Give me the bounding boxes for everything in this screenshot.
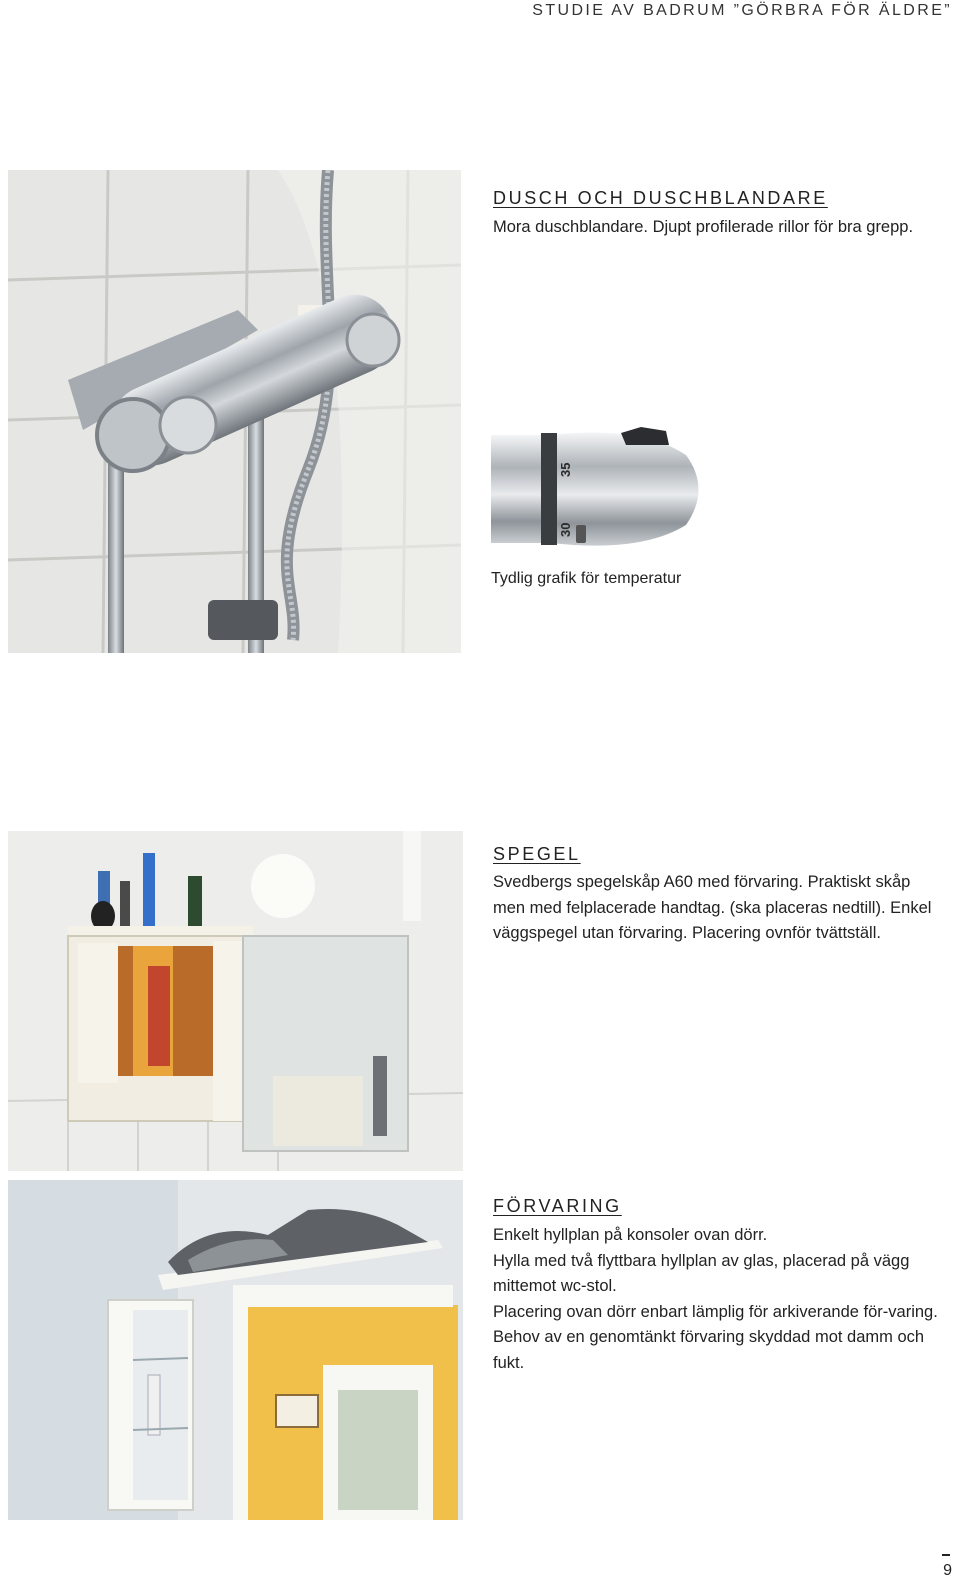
temperature-caption: Tydlig grafik för temperatur — [491, 570, 682, 587]
forvaring-text — [493, 1223, 948, 1376]
spegel-text: Svedbergs spegelskåp A60 med förvaring. Praktiskt skåp men med felplacerade handtag. (ska placeras nedtill). Enkel väggspegel utan förvaring. Placering ovnför tvättställ. — [493, 873, 932, 942]
mirror-cabinet-photo — [8, 831, 463, 1171]
shower-mixer-photo — [8, 170, 461, 653]
dusch-text: Mora duschblandare. Djupt profilerade rillor för bra grepp. — [493, 218, 914, 236]
running-header: STUDIE AV BADRUM ”GÖRBRA FÖR ÄLDRE” — [532, 2, 952, 19]
page-number: 9 — [943, 1562, 952, 1579]
storage-shelf-photo — [8, 1180, 463, 1520]
dial-mark-30: 30 — [558, 522, 573, 537]
forvaring-paragraph-3: Placering ovan dörr enbart lämplig för arkiverande för-varing. — [493, 1302, 938, 1321]
page-number-rule — [942, 1554, 950, 1556]
dusch-heading: DUSCH OCH DUSCHBLANDARE — [493, 188, 828, 208]
forvaring-paragraph-2: Hylla med två flyttbara hyllplan av glas, placerad på vägg mittemot wc-stol. — [493, 1251, 910, 1295]
thermostat-knob-image — [491, 425, 706, 553]
forvaring-paragraph-1: Enkelt hyllplan på konsoler ovan dörr. — [493, 1226, 768, 1244]
spegel-heading: SPEGEL — [493, 844, 581, 864]
dial-mark-35: 35 — [558, 462, 573, 477]
forvaring-paragraph-4: Behov av en genomtänkt förvaring skyddad mot damm och fukt. — [493, 1328, 925, 1372]
forvaring-heading: FÖRVARING — [493, 1196, 622, 1216]
